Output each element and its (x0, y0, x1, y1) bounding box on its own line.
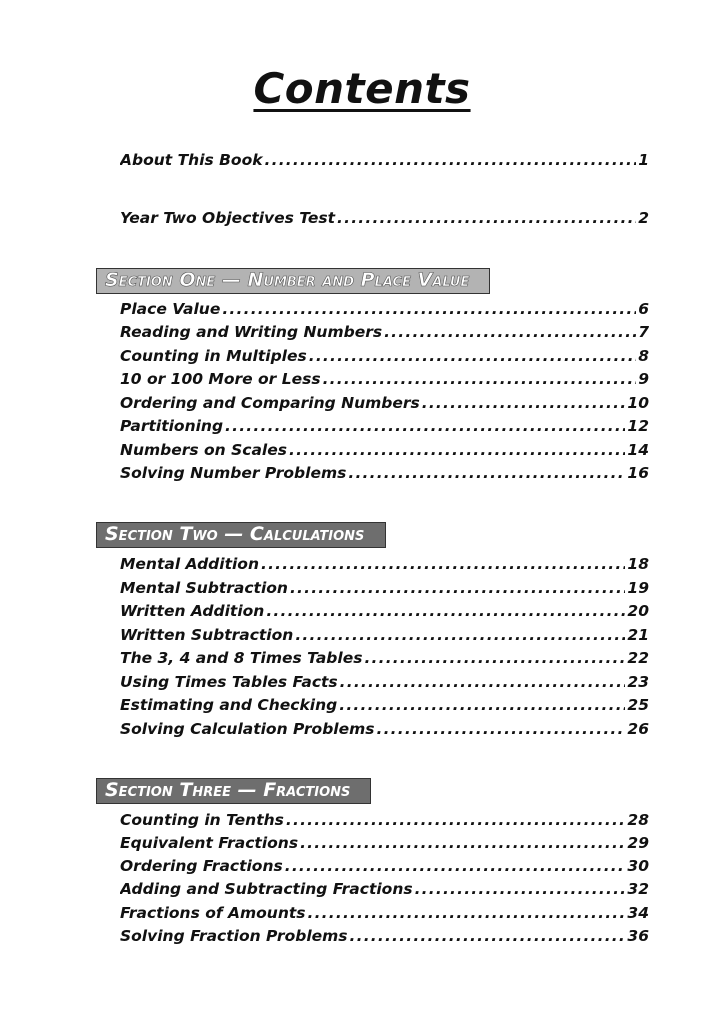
section-three-heading: Section Three — Fractions (96, 778, 371, 804)
toc-entry-page: 28 (627, 811, 649, 829)
dot-leader (348, 462, 625, 484)
toc-entry[interactable] (120, 600, 649, 622)
toc-entry-label: Partitioning (120, 417, 224, 435)
toc-entry-page: 19 (627, 579, 649, 597)
toc-entry-label: Equivalent Fractions (120, 834, 299, 852)
dot-leader (309, 345, 636, 367)
toc-entry-label: The 3, 4 and 8 Times Tables (120, 649, 363, 667)
toc-entry-label: Counting in Tenths (120, 811, 284, 829)
toc-entry[interactable] (120, 878, 649, 900)
toc-entry-label: Using Times Tables Facts (120, 673, 338, 691)
dot-leader (290, 577, 625, 599)
section-two-heading: Section Two — Calculations (96, 522, 386, 548)
toc-entry-label: Fractions of Amounts (120, 904, 306, 922)
toc-entry-label: Mental Subtraction (120, 579, 288, 597)
toc-entry[interactable] (120, 415, 649, 437)
dot-leader (295, 624, 625, 646)
toc-entry[interactable] (120, 718, 649, 740)
toc-entry-page: 1 (638, 151, 649, 169)
toc-entry-page: 25 (627, 696, 649, 714)
dot-leader (266, 600, 625, 622)
dot-leader (286, 809, 626, 831)
toc-entry-objectives-test[interactable] (120, 207, 649, 229)
toc-entry-page: 18 (627, 555, 649, 573)
toc-entry[interactable] (120, 671, 649, 693)
toc-entry[interactable] (120, 809, 649, 831)
dot-leader (340, 671, 626, 693)
toc-entry[interactable] (120, 832, 649, 854)
dot-leader (350, 925, 626, 947)
dot-leader (323, 368, 637, 390)
toc-entry[interactable] (120, 345, 649, 367)
dot-leader (377, 718, 626, 740)
toc-entry-label: Solving Calculation Problems (120, 720, 375, 738)
toc-entry-label: Counting in Multiples (120, 347, 307, 365)
toc-entry-page: 20 (627, 602, 649, 620)
toc-entry-label: Place Value (120, 300, 221, 318)
toc-entry-page: 10 (627, 394, 649, 412)
toc-entry[interactable] (120, 855, 649, 877)
toc-entry[interactable] (120, 925, 649, 947)
dot-leader (285, 855, 626, 877)
toc-entry-label: Mental Addition (120, 555, 259, 573)
toc-entry-page: 6 (638, 300, 649, 318)
dot-leader (289, 439, 625, 461)
toc-entry[interactable] (120, 298, 649, 320)
toc-entry-label: Reading and Writing Numbers (120, 323, 383, 341)
dot-leader (384, 321, 636, 343)
toc-entry-label: Estimating and Checking (120, 696, 338, 714)
toc-entry-page: 2 (638, 209, 649, 227)
toc-entry-page: 22 (627, 649, 649, 667)
toc-entry-label: About This Book (120, 151, 263, 169)
dot-leader (337, 207, 636, 229)
toc-entry[interactable] (120, 368, 649, 390)
toc-entry-label: Adding and Subtracting Fractions (120, 880, 413, 898)
toc-entry-page: 8 (638, 347, 649, 365)
toc-entry-page: 36 (627, 927, 649, 945)
toc-entry-page: 30 (627, 857, 649, 875)
toc-entry-label: Written Addition (120, 602, 265, 620)
toc-entry[interactable] (120, 553, 649, 575)
toc-entry-label: Written Subtraction (120, 626, 294, 644)
toc-entry-page: 23 (627, 673, 649, 691)
dot-leader (300, 832, 625, 854)
dot-leader (225, 415, 625, 437)
toc-entry-label: Year Two Objectives Test (120, 209, 336, 227)
dot-leader (261, 553, 625, 575)
toc-entry-page: 12 (627, 417, 649, 435)
toc-entry-label: 10 or 100 More or Less (120, 370, 321, 388)
toc-entry-page: 26 (627, 720, 649, 738)
toc-entry-page: 14 (627, 441, 649, 459)
toc-entry[interactable] (120, 694, 649, 716)
dot-leader (364, 647, 625, 669)
toc-entry[interactable] (120, 439, 649, 461)
section-one-heading: Section One — Number and Place Value (96, 268, 490, 294)
toc-entry-page: 9 (638, 370, 649, 388)
dot-leader (265, 149, 637, 171)
toc-entry-label: Solving Number Problems (120, 464, 347, 482)
toc-entry[interactable] (120, 902, 649, 924)
toc-entry-label: Ordering and Comparing Numbers (120, 394, 420, 412)
toc-entry-label: Numbers on Scales (120, 441, 287, 459)
page-title: Contents (253, 64, 471, 113)
toc-entry-about-this-book[interactable] (120, 149, 649, 171)
toc-entry-label: Solving Fraction Problems (120, 927, 348, 945)
dot-leader (415, 878, 626, 900)
toc-entry[interactable] (120, 392, 649, 414)
toc-entry-page: 34 (627, 904, 649, 922)
toc-entry-page: 21 (627, 626, 649, 644)
dot-leader (422, 392, 626, 414)
toc-entry[interactable] (120, 462, 649, 484)
dot-leader (222, 298, 636, 320)
toc-entry[interactable] (120, 577, 649, 599)
toc-entry-page: 29 (627, 834, 649, 852)
toc-entry-page: 7 (638, 323, 649, 341)
dot-leader (339, 694, 625, 716)
toc-entry-page: 32 (627, 880, 649, 898)
toc-entry-page: 16 (627, 464, 649, 482)
toc-entry[interactable] (120, 624, 649, 646)
toc-entry[interactable] (120, 647, 649, 669)
dot-leader (308, 902, 626, 924)
toc-entry[interactable] (120, 321, 649, 343)
toc-entry-label: Ordering Fractions (120, 857, 283, 875)
